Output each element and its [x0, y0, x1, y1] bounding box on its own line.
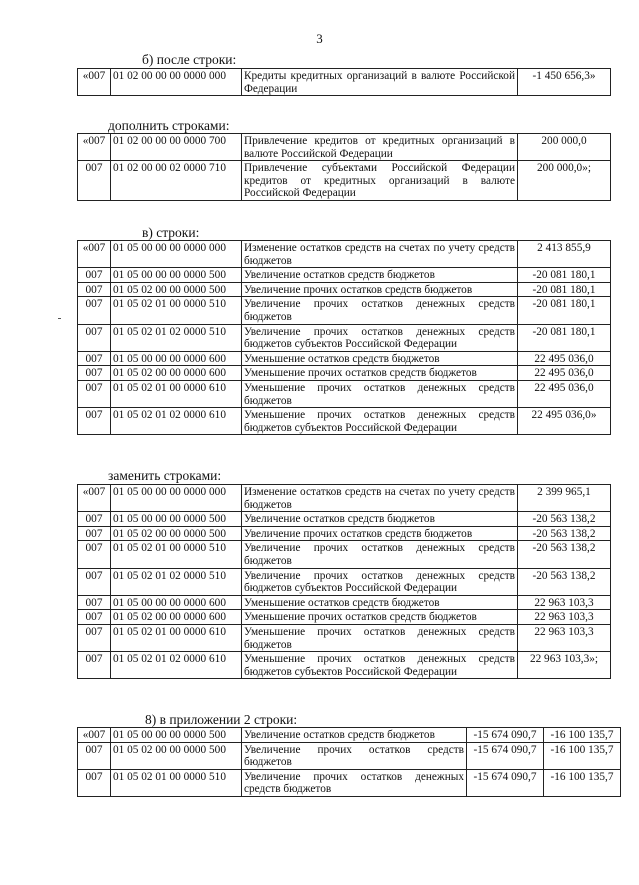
margin-mark: [58, 318, 61, 319]
kbk-code: 01 05 00 00 00 0000 500: [111, 268, 242, 283]
row-name: Изменение остатков средств на счетах по учету средств бюджетов: [242, 241, 518, 268]
table-row: [78, 595, 611, 610]
kbk-code: 01 05 00 00 00 0000 000: [111, 241, 242, 268]
kbk-code: 01 05 02 01 00 0000 610: [111, 624, 242, 651]
kbk-code: 01 05 02 01 00 0000 610: [111, 380, 242, 407]
kbk-code: 01 05 02 01 02 0000 510: [111, 324, 242, 351]
admin-code: «007: [78, 241, 111, 268]
admin-code: 007: [78, 268, 111, 283]
admin-code: «007: [78, 69, 111, 96]
row-name: Уменьшение прочих остатков денежных средств бюджетов: [242, 624, 518, 651]
row-sum: 22 963 103,3»;: [518, 652, 611, 679]
row-sum: -20 081 180,1: [518, 282, 611, 297]
row-name: Увеличение прочих остатков средств бюджетов: [242, 282, 518, 297]
admin-code: «007: [78, 485, 111, 512]
row-name: Увеличение прочих остатков денежных средств бюджетов субъектов Российской Федерации: [242, 324, 518, 351]
table-row: [78, 69, 611, 96]
kbk-code: 01 05 02 00 00 0000 500: [111, 742, 242, 769]
row-name: Увеличение прочих остатков средств бюджетов: [242, 742, 467, 769]
row-sum: -20 081 180,1: [518, 297, 611, 324]
table-row: [78, 297, 611, 324]
kbk-code: 01 05 02 00 00 0000 500: [111, 282, 242, 297]
row-name: Изменение остатков средств на счетах по учету средств бюджетов: [242, 485, 518, 512]
kbk-code: 01 05 02 01 00 0000 510: [111, 769, 242, 796]
row-name: Увеличение прочих остатков средств бюджетов: [242, 526, 518, 541]
table-row: [78, 624, 611, 651]
table-row: [78, 541, 611, 568]
row-name: Увеличение остатков средств бюджетов: [242, 268, 518, 283]
kbk-code: 01 05 02 01 02 0000 610: [111, 652, 242, 679]
row-name: Уменьшение остатков средств бюджетов: [242, 595, 518, 610]
admin-code: 007: [78, 769, 111, 796]
row-name: Кредиты кредитных организаций в валюте Российской Федерации: [242, 69, 518, 96]
row-sum: 22 495 036,0: [518, 366, 611, 381]
table-row: [78, 485, 611, 512]
table-row: [78, 769, 621, 796]
row-name: Увеличение прочих остатков денежных средств бюджетов: [242, 297, 518, 324]
admin-code: 007: [78, 380, 111, 407]
row-name: Уменьшение прочих остатков средств бюджетов: [242, 610, 518, 625]
admin-code: 007: [78, 324, 111, 351]
table-row: [78, 728, 621, 743]
page-number: 3: [316, 31, 323, 46]
admin-code: «007: [78, 134, 111, 161]
row-sum-year1: -15 674 090,7: [467, 769, 544, 796]
admin-code: 007: [78, 742, 111, 769]
table-row: [78, 568, 611, 595]
table-appendix2: [77, 727, 621, 797]
row-sum: -20 563 138,2: [518, 541, 611, 568]
row-name: Увеличение остатков средств бюджетов: [242, 728, 467, 743]
row-sum: 2 413 855,9: [518, 241, 611, 268]
row-name: Уменьшение остатков средств бюджетов: [242, 351, 518, 366]
table-rows-new: [77, 484, 611, 679]
kbk-code: 01 05 02 01 02 0000 610: [111, 408, 242, 435]
admin-code: 007: [78, 526, 111, 541]
row-sum-year2: -16 100 135,7: [544, 728, 621, 743]
row-sum: 22 495 036,0»: [518, 408, 611, 435]
table-row: [78, 526, 611, 541]
row-sum: -1 450 656,3»: [518, 69, 611, 96]
row-name: Увеличение прочих остатков денежных средств бюджетов субъектов Российской Федерации: [242, 568, 518, 595]
admin-code: 007: [78, 297, 111, 324]
admin-code: 007: [78, 282, 111, 297]
kbk-code: 01 02 00 00 02 0000 710: [111, 161, 242, 201]
admin-code: 007: [78, 568, 111, 595]
kbk-code: 01 05 00 00 00 0000 600: [111, 351, 242, 366]
table-row: [78, 282, 611, 297]
admin-code: 007: [78, 595, 111, 610]
row-sum: -20 081 180,1: [518, 268, 611, 283]
admin-code: 007: [78, 366, 111, 381]
table-add-rows: [77, 133, 611, 201]
row-name: Уменьшение прочих остатков денежных средств бюджетов субъектов Российской Федерации: [242, 652, 518, 679]
kbk-code: 01 05 02 01 00 0000 510: [111, 541, 242, 568]
kbk-code: 01 05 00 00 00 0000 000: [111, 485, 242, 512]
kbk-code: 01 02 00 00 00 0000 700: [111, 134, 242, 161]
row-name: Привлечение субъектами Российской Федерации кредитов от кредитных организаций в валюте Российской Федерации: [242, 161, 518, 201]
row-sum: 200 000,0: [518, 134, 611, 161]
row-sum: 2 399 965,1: [518, 485, 611, 512]
kbk-code: 01 05 00 00 00 0000 500: [111, 728, 242, 743]
row-name: Привлечение кредитов от кредитных организаций в валюте Российской Федерации: [242, 134, 518, 161]
admin-code: 007: [78, 652, 111, 679]
table-row: [78, 610, 611, 625]
kbk-code: 01 05 02 01 02 0000 510: [111, 568, 242, 595]
admin-code: 007: [78, 610, 111, 625]
section-heading-add-rows: дополнить строками:: [108, 118, 230, 133]
kbk-code: 01 05 02 00 00 0000 500: [111, 526, 242, 541]
admin-code: 007: [78, 161, 111, 201]
row-sum: 22 963 103,3: [518, 595, 611, 610]
kbk-code: 01 05 00 00 00 0000 600: [111, 595, 242, 610]
row-sum: 22 495 036,0: [518, 380, 611, 407]
admin-code: 007: [78, 408, 111, 435]
row-sum: 22 963 103,3: [518, 610, 611, 625]
table-after-row: [77, 68, 611, 96]
table-row: [78, 324, 611, 351]
table-row: [78, 351, 611, 366]
table-row: [78, 134, 611, 161]
row-sum-year2: -16 100 135,7: [544, 742, 621, 769]
row-sum-year1: -15 674 090,7: [467, 742, 544, 769]
table-row: [78, 742, 621, 769]
row-name: Увеличение остатков средств бюджетов: [242, 512, 518, 527]
table-row: [78, 380, 611, 407]
row-sum-year1: -15 674 090,7: [467, 728, 544, 743]
table-row: [78, 161, 611, 201]
row-sum: -20 563 138,2: [518, 526, 611, 541]
row-name: Уменьшение прочих остатков средств бюджетов: [242, 366, 518, 381]
row-sum-year2: -16 100 135,7: [544, 769, 621, 796]
section-heading-after-row: б) после строки:: [142, 52, 237, 67]
table-rows-old: [77, 240, 611, 435]
section-heading-replace: заменить строками:: [108, 468, 222, 483]
table-row: [78, 241, 611, 268]
table-row: [78, 652, 611, 679]
kbk-code: 01 05 00 00 00 0000 500: [111, 512, 242, 527]
table-row: [78, 366, 611, 381]
section-heading-appendix2: 8) в приложении 2 строки:: [145, 712, 298, 727]
row-name: Увеличение прочих остатков денежных средств бюджетов: [242, 541, 518, 568]
kbk-code: 01 05 02 01 00 0000 510: [111, 297, 242, 324]
table-row: [78, 512, 611, 527]
row-sum: 200 000,0»;: [518, 161, 611, 201]
table-row: [78, 408, 611, 435]
row-sum: 22 963 103,3: [518, 624, 611, 651]
table-row: [78, 268, 611, 283]
row-sum: -20 081 180,1: [518, 324, 611, 351]
row-sum: -20 563 138,2: [518, 568, 611, 595]
admin-code: 007: [78, 512, 111, 527]
row-sum: -20 563 138,2: [518, 512, 611, 527]
section-heading-rows: в) строки:: [142, 225, 200, 240]
row-name: Уменьшение прочих остатков денежных средств бюджетов: [242, 380, 518, 407]
admin-code: «007: [78, 728, 111, 743]
row-sum: 22 495 036,0: [518, 351, 611, 366]
row-name: Уменьшение прочих остатков денежных средств бюджетов субъектов Российской Федерации: [242, 408, 518, 435]
kbk-code: 01 05 02 00 00 0000 600: [111, 610, 242, 625]
row-name: Увеличение прочих остатков денежных средств бюджетов: [242, 769, 467, 796]
kbk-code: 01 02 00 00 00 0000 000: [111, 69, 242, 96]
admin-code: 007: [78, 351, 111, 366]
admin-code: 007: [78, 624, 111, 651]
admin-code: 007: [78, 541, 111, 568]
kbk-code: 01 05 02 00 00 0000 600: [111, 366, 242, 381]
